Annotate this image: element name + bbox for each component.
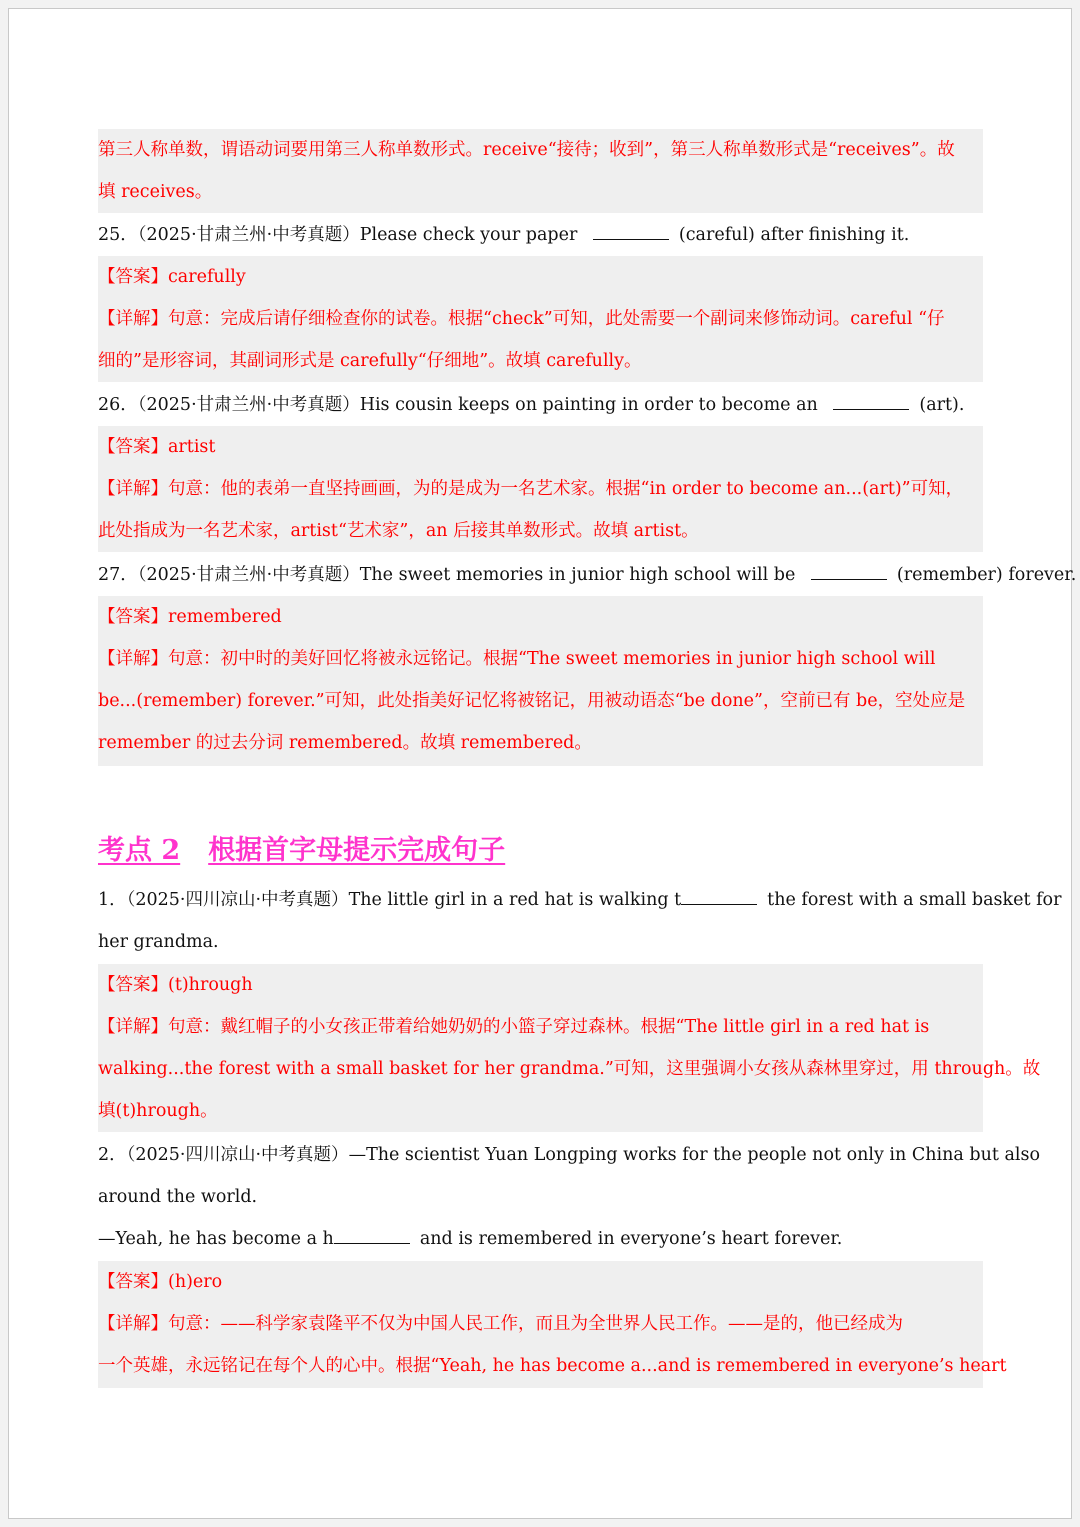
answer-blank[interactable] xyxy=(833,391,909,410)
question-s2-1: 1．（2025·四川凉山·中考真题）The little girl in a red hat is walking t the forest with a small basket for xyxy=(98,879,983,921)
detail-text: 填 receives。 xyxy=(98,171,983,213)
detail-25: 【详解】句意：完成后请仔细检查你的试卷。根据“check”可知，此处需要一个副词来修饰动词。careful “仔 xyxy=(98,298,983,340)
detail-s2-2-cont: 一个英雄，永远铭记在每个人的心中。根据“Yeah, he has become a...and is remembered in everyone’s heart xyxy=(98,1345,983,1388)
detail-26: 【详解】句意：他的表弟一直坚持画画，为的是成为一名艺术家。根据“in order to become an...(art)”可知， xyxy=(98,468,983,510)
detail-27-cont: remember 的过去分词 remembered。故填 remembered。 xyxy=(98,722,983,766)
detail-26-cont: 此处指成为一名艺术家，artist“艺术家”，an 后接其单数形式。故填 artist。 xyxy=(98,510,983,552)
detail-s2-2: 【详解】句意：——科学家袁隆平不仅为中国人民工作，而且为全世界人民工作。——是的，他已经成为 xyxy=(98,1303,983,1345)
detail-s2-1-cont: 填(t)hrough。 xyxy=(98,1090,983,1132)
answer-blank[interactable] xyxy=(811,561,887,580)
detail-s2-1-cont: walking...the forest with a small basket for her grandma.”可知，这里强调小女孩从森林里穿过，用 through。故 xyxy=(98,1048,983,1090)
answer-blank[interactable] xyxy=(334,1225,410,1244)
detail-25-cont: 细的”是形容词，其副词形式是 carefully“仔细地”。故填 carefully。 xyxy=(98,340,983,382)
section-heading: 考点 2 根据首字母提示完成句子 xyxy=(98,835,506,866)
answer-blank[interactable] xyxy=(681,886,757,905)
answer-26: 【答案】artist xyxy=(98,426,983,468)
detail-text: 第三人称单数，谓语动词要用第三人称单数形式。receive“接待；收到”，第三人称单数形式是“receives”。故 xyxy=(98,129,983,171)
answer-s2-2: 【答案】(h)ero xyxy=(98,1261,983,1303)
question-s2-1-cont: her grandma. xyxy=(98,932,219,952)
question-26: 26．（2025·甘肃兰州·中考真题）His cousin keeps on painting in order to become an (art). xyxy=(98,384,983,426)
detail-27: 【详解】句意：初中时的美好回忆将被永远铭记。根据“The sweet memories in junior high school will xyxy=(98,638,983,680)
detail-27-cont: be...(remember) forever.”可知，此处指美好记忆将被铭记，用被动语态“be done”，空前已有 be，空处应是 xyxy=(98,680,983,722)
question-s2-2-cont: around the world. xyxy=(98,1187,258,1207)
question-27: 27．（2025·甘肃兰州·中考真题）The sweet memories in junior high school will be (remember) forever. xyxy=(98,554,983,596)
answer-s2-1: 【答案】(t)hrough xyxy=(98,964,983,1006)
answer-25: 【答案】carefully xyxy=(98,256,983,298)
question-25: 25．（2025·甘肃兰州·中考真题）Please check your paper (careful) after finishing it. xyxy=(98,214,983,256)
detail-s2-1: 【详解】句意：戴红帽子的小女孩正带着给她奶奶的小篮子穿过森林。根据“The little girl in a red hat is xyxy=(98,1006,983,1048)
answer-blank[interactable] xyxy=(593,221,669,240)
answer-27: 【答案】remembered xyxy=(98,596,983,638)
question-s2-2: 2．（2025·四川凉山·中考真题）—The scientist Yuan Longping works for the people not only in China but also xyxy=(98,1145,1041,1165)
question-s2-2-reply: —Yeah, he has become a h and is remembered in everyone’s heart forever. xyxy=(98,1218,983,1260)
